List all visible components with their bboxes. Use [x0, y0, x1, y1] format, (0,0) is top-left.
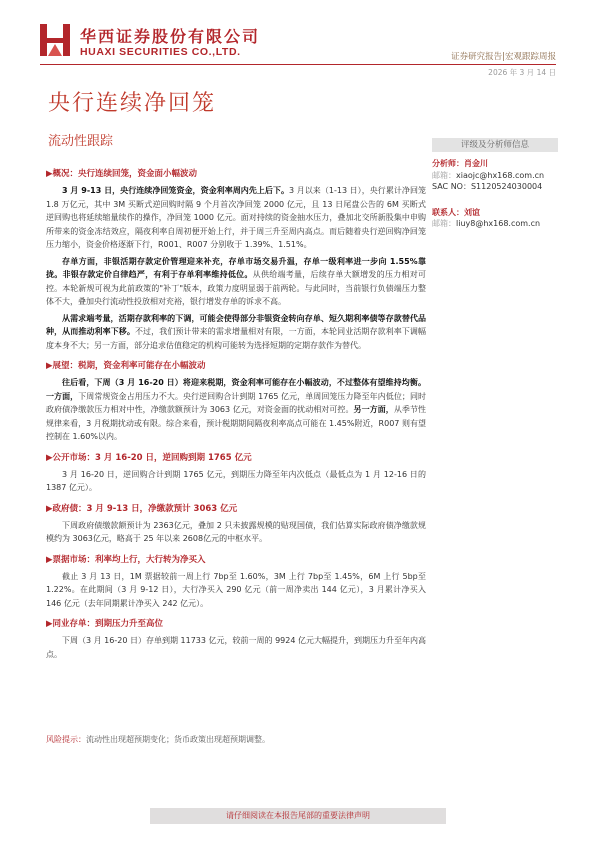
bold-text: 存单方面，非银活期存款定价管理迎来补充，存单市场交易升温，存单一级利率进一步向 1.55%靠拢。非银存款定价自律趋严，有利于存单利率维持低位。	[46, 256, 426, 279]
section-paragraph	[46, 634, 426, 661]
analyst-email-row	[432, 170, 558, 182]
email-label: 邮箱：	[432, 170, 456, 180]
page-subtitle: 流动性跟踪	[48, 134, 114, 149]
company-name-cn: 华西证券股份有限公司	[80, 27, 261, 46]
risk-text: 流动性出现超预期变化；货币政策出现超预期调整。	[86, 735, 270, 744]
analyst-info-panel	[432, 138, 558, 230]
section-heading: ▶票据市场：利率均上行，大行转为净买入	[46, 554, 206, 565]
analyst-email-link[interactable]: xiaojc@hx168.com.cn	[456, 170, 545, 180]
analyst-label: 分析师：	[432, 159, 464, 168]
body-text: 从季节性规律来看，3 月税期扰动或有限。综合来看，预计税期期间隔夜利率高点可能在 1.45%附近，R007 则有望控制在 1.60%以内。	[46, 405, 427, 441]
sac-row	[432, 181, 558, 193]
contact-row	[432, 207, 558, 219]
body-text: 截止 3 月 13 日，1M 票据较前一周上行 7bp至 1.60%，3M 上行 7bp至 1.45%，6M 上行 5bp至 1.22%。在此期间（3 月 9-12 日），大行净买入 290 亿元（前一周净卖出 144 亿元），3 月累计净买入 146 亿元（去年同期累计净买入 242 亿元）。	[46, 571, 426, 608]
report-body	[46, 160, 426, 661]
section-heading: ▶概况：央行连续回笼，资金面小幅波动	[46, 169, 198, 179]
huaxi-logo-icon	[38, 22, 72, 58]
section-heading: ▶政府债：3 月 9-13 日，净缴款预计 3063 亿元	[46, 503, 238, 514]
body-text: 从供给端考量，后续存单大额增发的压力相对可控。本轮新规可视为此前政策的"补丁"版本，政策力度明显弱于前两轮。与此同时，当前银行负债端压力整体不大，叠加央行流动性投放相对充裕，银行增发存单的诉求不高。	[46, 270, 427, 306]
body-text: 下周（3 月 16-20 日）存单到期 11733 亿元，较前一周的 9924 亿元大幅提升，到期压力升至年内高点。	[46, 636, 426, 659]
section-heading: ▶公开市场：3 月 16-20 日，逆回购到期 1765 亿元	[46, 452, 252, 463]
section-paragraph	[46, 312, 426, 353]
risk-label: 风险提示：	[46, 735, 86, 744]
header-divider	[40, 64, 556, 65]
company-name-en: HUAXI SECURITIES CO.,LTD.	[80, 46, 241, 58]
footer-text: 请仔细阅读在本报告尾部的重要法律声明	[226, 811, 370, 820]
contact-email-label: 邮箱：	[432, 219, 456, 228]
company-logo	[38, 22, 268, 62]
bold-text: 往后看，下周（3 月 16-20 日）将迎来税期，资金利率可能存在小幅波动，不过整体有望维持均衡。一方面，	[46, 378, 426, 401]
risk-warning	[46, 734, 270, 745]
section-paragraph	[46, 570, 426, 611]
body-text: 3 月以来（1-13 日），央行累计净回笼 1.8 万亿元，其中 3M 买断式逆回购时隔 9 个月首次净回笼 2000 亿元，且 13 日尾盘公告的 6M 买断式逆回购也将延续缩量续作的操作，净回笼 1000 亿元。面对持续的资金抽水压力，叠加北交所新股集中申购所带来的资金冻结效应，隔夜利率自周初便开始上行，并于周三升至周内高点。而后随着央行逆回购净回笼压力缩小，资金价格逐渐下行，R001、R007 分别收于 1.39%、1.51%。	[46, 186, 426, 249]
contact-email-link[interactable]: liuy8@hx168.com.cn	[456, 219, 541, 228]
report-date: 2026 年 3 月 14 日	[488, 68, 556, 77]
section-heading: ▶同业存单：到期压力升至高位	[46, 619, 164, 629]
body-text: 不过，我们预计带来的需求增量相对有限，一方面，本轮同业活期存款利率下调幅度本身不大；另一方面，部分追求估值稳定的机构可能转为选择短期的定期存款作为替代。	[46, 327, 427, 350]
bold-text: 另一方面，	[353, 405, 394, 414]
bold-text: 3 月 9-13 日，央行连续净回笼资金，资金利率周内先上后下。	[62, 186, 290, 195]
contact-label: 联系人：	[432, 207, 464, 217]
section-paragraph	[46, 184, 426, 252]
sac-number: S1120524030004	[470, 182, 543, 191]
section-paragraph	[46, 255, 426, 309]
body-text: 下周政府债缴款额预计为 2363亿元，叠加 2 只未披露规模的贴现国债，我们估算实际政府债净缴款规模约为 3063亿元，略高于 25 年以来 2608亿元的中枢水平。	[46, 520, 426, 543]
sac-label: SAC NO：	[432, 182, 471, 191]
analyst-info-header: 评级及分析师信息	[432, 138, 558, 152]
bold-text: 从需求端考量，活期存款利率的下调，可能会使得部分非银资金转向存单、短久期利率债等存款替代品种，从而推动利率下移。	[46, 313, 426, 336]
section-paragraph	[46, 468, 426, 495]
report-type: 证券研究报告|宏观跟踪周报	[451, 52, 556, 62]
analyst-name: 肖金川	[464, 159, 488, 168]
analyst-row	[432, 158, 558, 170]
section-paragraph	[46, 376, 426, 444]
body-text: 下周常规资金占用压力不大。央行逆回购合计到期 1765 亿元，单周回笼压力降至年内低位；同时政府债净缴款压力相对中性，净缴款额预计为 3063 亿元，对资金面的扰动相对可控。	[46, 391, 426, 414]
body-text: 3 月 16-20 日，逆回购合计到期 1765 亿元，到期压力降至年内次低点（最低点为 1 月 12-16 日的 1387 亿元）。	[46, 469, 426, 492]
contact-email-row	[432, 218, 558, 230]
footer-notice	[150, 808, 446, 824]
contact-name: 刘谊	[464, 207, 480, 217]
page-title: 央行连续净回笼	[48, 91, 217, 116]
section-paragraph	[46, 519, 426, 546]
section-heading: ▶展望：税期，资金利率可能存在小幅波动	[46, 361, 206, 371]
